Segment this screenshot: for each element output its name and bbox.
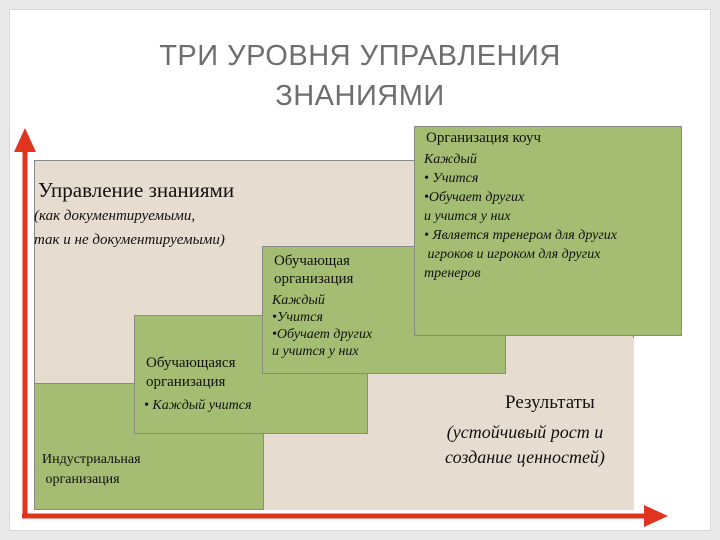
results-subtitle-line2: создание ценностей): [445, 447, 605, 467]
coach-organization-item: тренеров: [424, 266, 481, 281]
learning-org-each-title-line2: организация: [274, 271, 354, 287]
learning-organization-title-line2: организация: [146, 374, 226, 390]
coach-organization-item: • Является тренером для других: [424, 228, 618, 243]
knowledge-management-title: Управление знаниями: [38, 178, 235, 202]
learning-org-each-item: •Обучает других: [272, 327, 373, 342]
coach-organization-item: игроков и игроком для других: [424, 247, 601, 262]
results-title: Результаты: [505, 392, 595, 413]
slide-title-line2: ЗНАНИЯМИ: [275, 80, 445, 112]
learning-org-each-item: Каждый: [272, 293, 325, 308]
knowledge-management-subtitle-line1: (как документируемыми,: [34, 208, 196, 224]
learning-organization-item: • Каждый учится: [144, 398, 252, 413]
slide-title-line1: ТРИ УРОВНЯ УПРАВЛЕНИЯ: [159, 40, 561, 72]
industrial-organization-line2: организация: [42, 472, 120, 487]
learning-org-each-item: •Учится: [272, 310, 323, 325]
knowledge-management-subtitle-line2: так и не документируемыми): [34, 232, 225, 248]
learning-org-each-title-line1: Обучающая: [274, 253, 350, 269]
results-subtitle-line1: (устойчивый рост и: [446, 422, 604, 442]
learning-organization-title-line1: Обучающаяся: [146, 355, 236, 371]
coach-organization-title: Организация коуч: [426, 130, 541, 146]
vertical-axis-arrowhead: [14, 128, 36, 152]
learning-org-each-item: и учится у них: [272, 344, 359, 359]
horizontal-axis-arrowhead: [644, 505, 668, 527]
coach-organization-item: и учится у них: [424, 209, 511, 224]
coach-organization-item: Каждый: [424, 152, 477, 167]
coach-organization-item: • Учится: [424, 171, 479, 186]
industrial-organization-line1: Индустриальная: [42, 452, 141, 467]
coach-organization-item: •Обучает других: [424, 190, 525, 205]
